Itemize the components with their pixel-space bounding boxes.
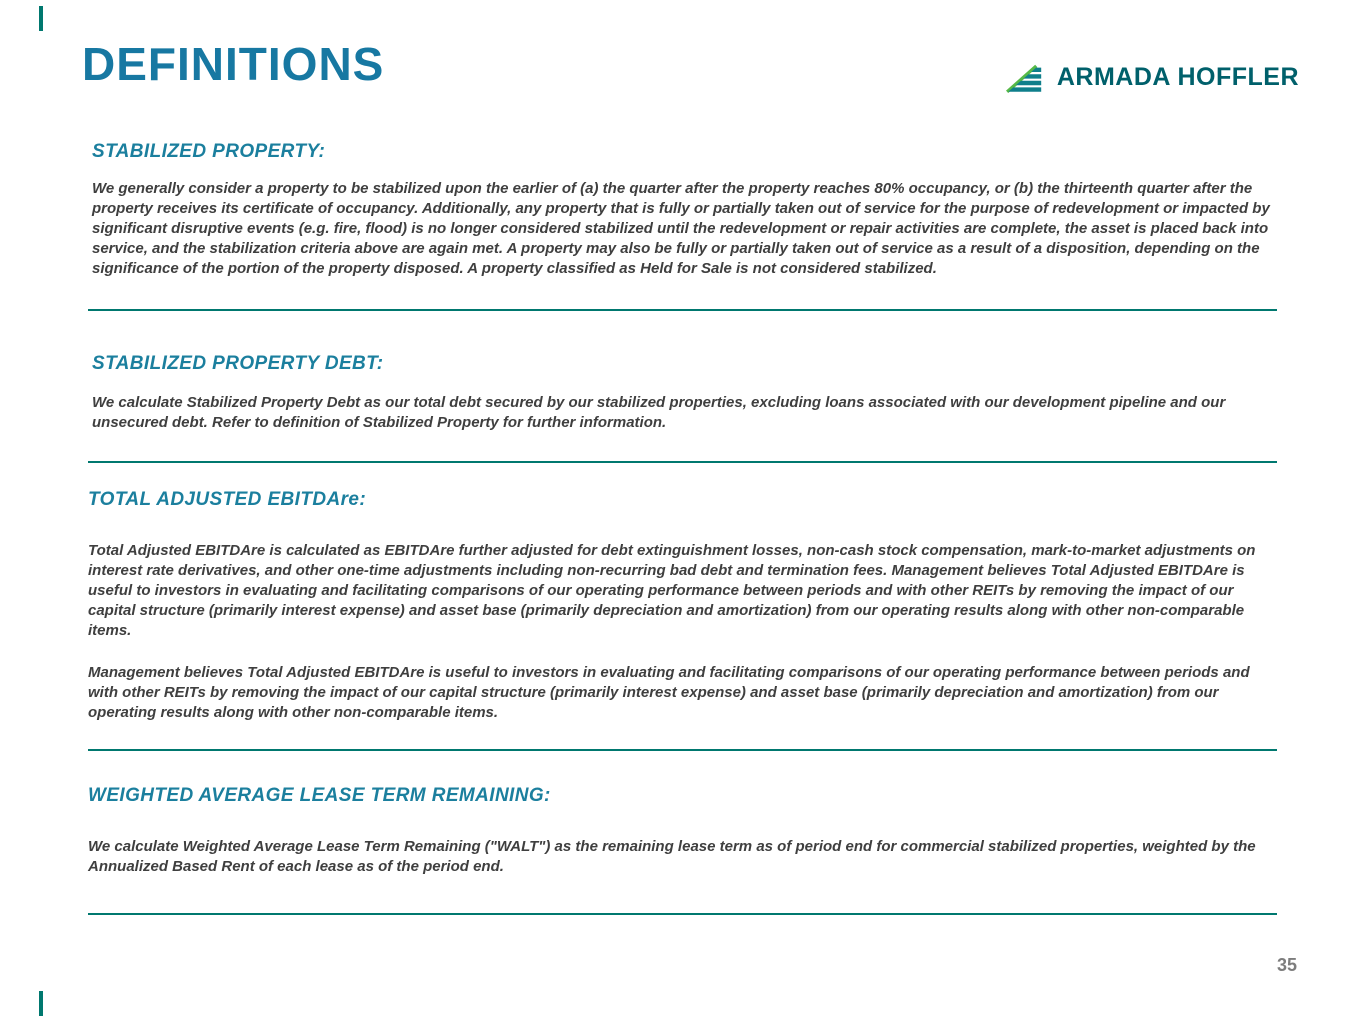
section-paragraph: Management believes Total Adjusted EBITDAre is useful to investors in evaluating and facilitating comparisons of our operating performance between periods and with other REITs by removing the impact of our capital structure (primarily interest expense) and asset base (primarily depreciation and amortization) from our operating results along with other non-comparable items. [88, 664, 1250, 721]
definitions-content [88, 141, 1277, 915]
section-heading-total-adjusted-ebitdare: TOTAL ADJUSTED EBITDAre: [88, 489, 367, 510]
section-divider [88, 309, 1277, 311]
section-paragraph: Total Adjusted EBITDAre is calculated as EBITDAre further adjusted for debt extinguishment losses, non-cash stock compensation, mark-to-market adjustments on interest rate derivatives, and other one-time adjustments including non-recurring bad debt and termination fees. Management believes Total Adjusted EBITDAre is useful to investors in evaluating and facilitating comparisons of our operating performance between periods and with other REITs by removing the impact of our capital structure (primarily interest expense) and asset base (primarily depreciation and amortization) from our operating results along with other non-comparable items. [88, 542, 1256, 639]
corner-accent-top-left [39, 6, 43, 31]
section-weighted-average-lease-term [88, 785, 1277, 915]
section-paragraph: We calculate Weighted Average Lease Term Remaining ("WALT") as the remaining lease term as of period end for commercial stabilized properties, weighted by the Annualized Based Rent of each lease as of the period end. [88, 838, 1256, 875]
section-divider [88, 749, 1277, 751]
section-paragraph: We calculate Stabilized Property Debt as our total debt secured by our stabilized properties, excluding loans associated with our development pipeline and our unsecured debt. Refer to definition of Stabilized Property for further information. [92, 394, 1226, 431]
corner-accent-bottom-left [39, 991, 43, 1016]
slide-header [0, 0, 1365, 93]
page-title: DEFINITIONS [82, 38, 385, 90]
armada-hoffler-sail-icon [1006, 62, 1050, 93]
section-paragraph: We generally consider a property to be stabilized upon the earlier of (a) the quarter after the property reaches 80% occupancy, or (b) the thirteenth quarter after the property receives its certificate of occupancy. Additionally, any property that is fully or partially taken out of service for the purpose of redevelopment or impacted by significant disruptive events (e.g. fire, flood) is no longer considered stabilized until the redevelopment or repair activities are complete, the asset is placed back into service, and the stabilization criteria above are again met. A property may also be fully or partially taken out of service as a result of a disposition, depending on the significance of the portion of the property disposed. A property classified as Held for Sale is not considered stabilized. [92, 180, 1270, 277]
section-divider [88, 461, 1277, 463]
section-stabilized-property-debt [88, 353, 1277, 463]
section-total-adjusted-ebitdare [88, 489, 1277, 751]
section-stabilized-property [88, 141, 1277, 311]
section-divider [88, 913, 1277, 915]
company-logo-text: ARMADA HOFFLER [1056, 63, 1299, 91]
page-number: 35 [1276, 955, 1297, 975]
section-heading-stabilized-property-debt: STABILIZED PROPERTY DEBT: [92, 353, 384, 374]
section-heading-stabilized-property: STABILIZED PROPERTY: [92, 141, 326, 162]
section-heading-walt: WEIGHTED AVERAGE LEASE TERM REMAINING: [88, 785, 551, 806]
company-logo [1006, 62, 1299, 93]
